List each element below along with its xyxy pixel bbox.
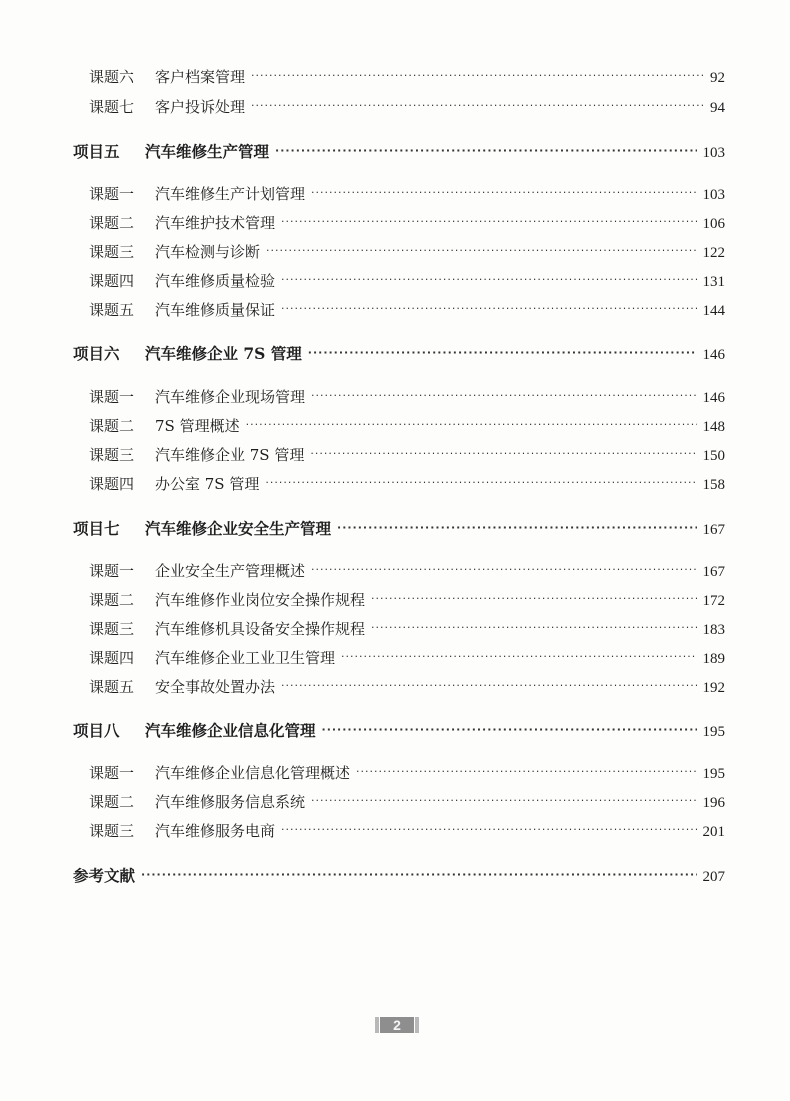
lesson-title: 办公室 7S 管理 xyxy=(155,475,260,493)
lesson-title: 汽车维修质量检验 xyxy=(155,272,276,290)
toc-entry-lesson[interactable] xyxy=(89,589,725,610)
lesson-title: 汽车维修服务电商 xyxy=(155,822,276,840)
project-title: 汽车维修企业 7S 管理 xyxy=(145,344,302,363)
lesson-title: 7S 管理概述 xyxy=(155,417,240,435)
lesson-number: 课题一 xyxy=(89,185,135,203)
toc-entry-lesson[interactable] xyxy=(89,676,725,697)
page-number: 103 xyxy=(702,145,725,161)
lesson-title: 客户投诉处理 xyxy=(155,98,246,116)
toc-entry-lesson[interactable] xyxy=(89,647,725,668)
lesson-number: 课题三 xyxy=(89,620,135,638)
toc-entry-lesson[interactable] xyxy=(89,618,725,639)
page-number: 144 xyxy=(702,303,725,319)
page-number: 167 xyxy=(702,564,725,580)
toc-entry-lesson[interactable] xyxy=(89,762,725,783)
toc-entry-lesson[interactable] xyxy=(89,241,725,262)
dot-leader xyxy=(281,215,696,228)
lesson-title: 汽车维修服务信息系统 xyxy=(155,793,306,811)
lesson-number: 课题一 xyxy=(89,388,135,406)
dot-leader xyxy=(311,389,696,402)
toc-entry-project[interactable] xyxy=(73,140,725,162)
dot-leader xyxy=(311,794,696,807)
lesson-number: 课题五 xyxy=(89,301,135,319)
page-number-badge: 2 xyxy=(380,1017,414,1033)
toc-entry-lesson[interactable] xyxy=(89,270,725,291)
lesson-number: 课题三 xyxy=(89,243,135,261)
dot-leader xyxy=(281,679,696,692)
page-number: 92 xyxy=(710,70,725,86)
dot-leader xyxy=(251,99,704,112)
dot-leader xyxy=(311,563,696,576)
page-number: 167 xyxy=(702,522,725,538)
project-number: 项目五 xyxy=(73,142,120,161)
project-title: 汽车维修企业信息化管理 xyxy=(145,721,316,740)
dot-leader xyxy=(311,186,696,199)
page-number: 172 xyxy=(702,593,725,609)
page-number: 183 xyxy=(702,622,725,638)
dot-leader xyxy=(281,273,696,286)
lesson-number: 课题二 xyxy=(89,591,135,609)
lesson-number: 课题一 xyxy=(89,764,135,782)
toc-entry-lesson[interactable] xyxy=(89,820,725,841)
lesson-title: 汽车维修企业信息化管理概述 xyxy=(155,764,351,782)
toc-entry-lesson[interactable] xyxy=(89,183,725,204)
page-number: 189 xyxy=(702,651,725,667)
dot-leader xyxy=(337,521,696,534)
lesson-title: 汽车维修企业 7S 管理 xyxy=(155,446,305,464)
page-number: 106 xyxy=(702,216,725,232)
dot-leader xyxy=(310,447,696,460)
dot-leader xyxy=(308,346,697,359)
project-number: 项目八 xyxy=(73,721,120,740)
page-number: 131 xyxy=(702,274,725,290)
lesson-title: 安全事故处置办法 xyxy=(155,678,276,696)
lesson-title: 汽车维修机具设备安全操作规程 xyxy=(155,620,366,638)
page-number: 150 xyxy=(702,448,725,464)
dot-leader xyxy=(356,765,696,778)
toc-entry-lesson[interactable] xyxy=(89,473,725,494)
dot-leader xyxy=(265,476,696,489)
dot-leader xyxy=(322,723,697,736)
lesson-number: 课题三 xyxy=(89,822,135,840)
lesson-title: 汽车维修生产计划管理 xyxy=(155,185,306,203)
lesson-number: 课题六 xyxy=(89,68,135,86)
page-number: 122 xyxy=(702,245,725,261)
toc-entry-lesson[interactable] xyxy=(89,386,725,407)
page-number: 148 xyxy=(702,419,725,435)
toc-entry-lesson[interactable] xyxy=(89,96,725,117)
dot-leader xyxy=(246,418,697,431)
lesson-number: 课题一 xyxy=(89,562,135,580)
toc-entry-lesson[interactable] xyxy=(89,444,725,465)
lesson-title: 汽车维修企业工业卫生管理 xyxy=(155,649,336,667)
page-number: 201 xyxy=(702,824,725,840)
lesson-number: 课题五 xyxy=(89,678,135,696)
project-title: 汽车维修企业安全生产管理 xyxy=(145,519,332,538)
project-number: 项目七 xyxy=(73,519,120,538)
lesson-number: 课题二 xyxy=(89,793,135,811)
lesson-title: 汽车维护技术管理 xyxy=(155,214,276,232)
lesson-number: 课题三 xyxy=(89,446,135,464)
toc-entry-project[interactable] xyxy=(73,342,725,364)
lesson-title: 汽车维修作业岗位安全操作规程 xyxy=(155,591,366,609)
lesson-number: 课题四 xyxy=(89,475,135,493)
lesson-title: 汽车维修企业现场管理 xyxy=(155,388,306,406)
dot-leader xyxy=(275,144,696,157)
dot-leader xyxy=(141,868,696,881)
page-number: 146 xyxy=(702,390,725,406)
lesson-title: 客户档案管理 xyxy=(155,68,246,86)
toc-entry-references[interactable] xyxy=(73,864,725,886)
toc-entry-project[interactable] xyxy=(73,719,725,741)
dot-leader xyxy=(371,592,696,605)
lesson-number: 课题四 xyxy=(89,272,135,290)
page-number: 195 xyxy=(702,766,725,782)
lesson-number: 课题二 xyxy=(89,214,135,232)
page-number: 103 xyxy=(702,187,725,203)
lesson-title: 企业安全生产管理概述 xyxy=(155,562,306,580)
dot-leader xyxy=(281,823,696,836)
lesson-title: 汽车检测与诊断 xyxy=(155,243,261,261)
page-number: 192 xyxy=(702,680,725,696)
toc-entry-lesson[interactable] xyxy=(89,212,725,233)
page-number: 146 xyxy=(702,347,725,363)
page-number: 207 xyxy=(702,869,725,885)
lesson-title: 汽车维修质量保证 xyxy=(155,301,276,319)
toc-entry-lesson[interactable] xyxy=(89,299,725,320)
toc-entry-lesson[interactable] xyxy=(89,791,725,812)
project-number: 项目六 xyxy=(73,344,120,363)
dot-leader xyxy=(341,650,696,663)
lesson-number: 课题七 xyxy=(89,98,135,116)
toc-entry-lesson[interactable] xyxy=(89,560,725,581)
references-title: 参考文献 xyxy=(73,866,136,885)
toc-entry-lesson[interactable] xyxy=(89,66,725,87)
lesson-number: 课题四 xyxy=(89,649,135,667)
dot-leader xyxy=(371,621,696,634)
dot-leader xyxy=(266,244,696,257)
lesson-number: 课题二 xyxy=(89,417,135,435)
page-number: 94 xyxy=(710,100,725,116)
page-number: 196 xyxy=(702,795,725,811)
page-number: 195 xyxy=(702,724,725,740)
project-title: 汽车维修生产管理 xyxy=(145,142,270,161)
page-number: 158 xyxy=(702,477,725,493)
toc-entry-project[interactable] xyxy=(73,517,725,539)
toc-entry-lesson[interactable] xyxy=(89,415,725,436)
dot-leader xyxy=(251,69,704,82)
dot-leader xyxy=(281,302,696,315)
